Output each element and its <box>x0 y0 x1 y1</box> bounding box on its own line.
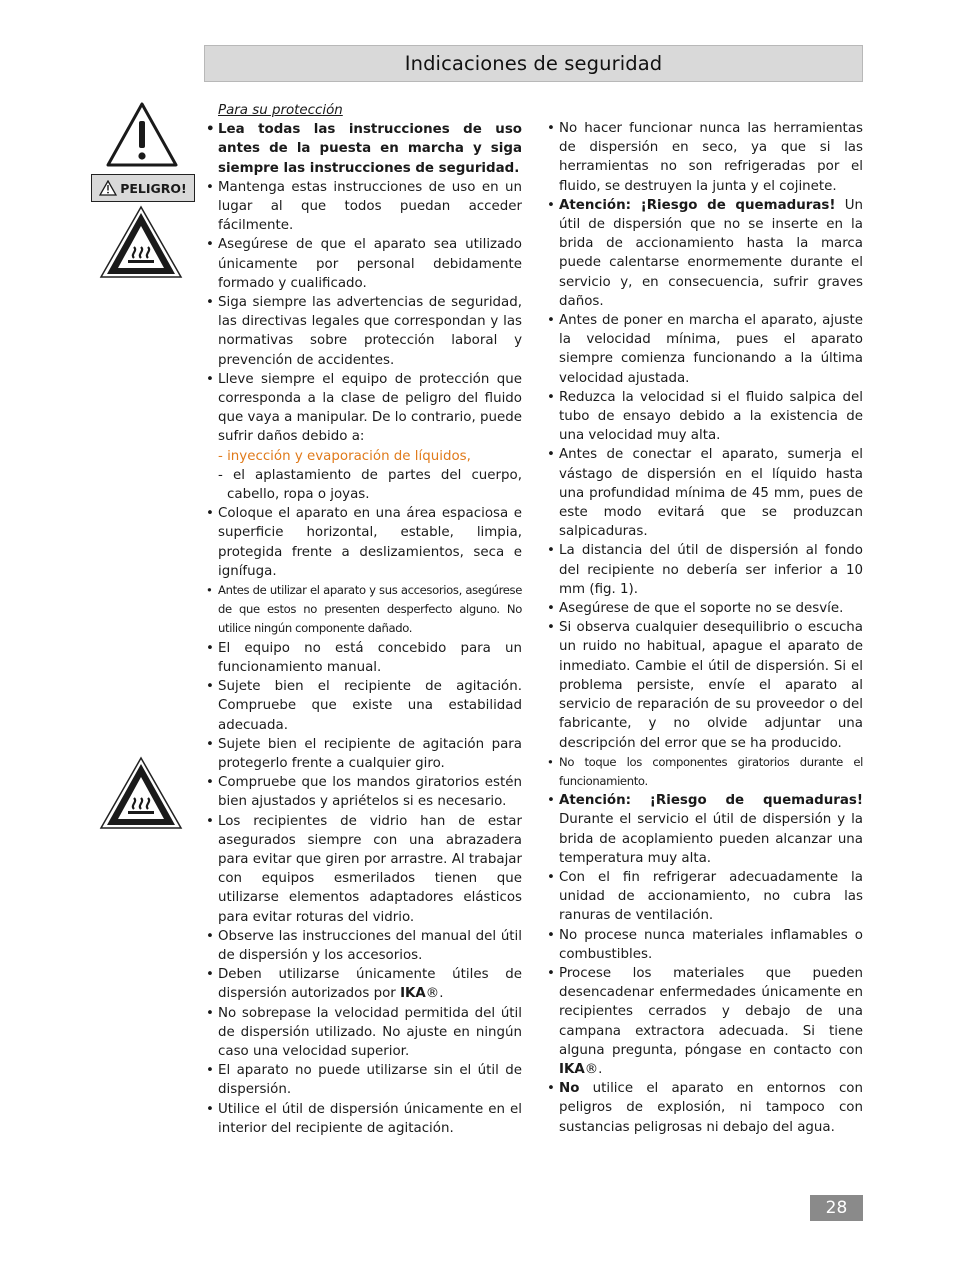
burn-warning: Atención: ¡Riesgo de quemaduras! <box>559 197 836 213</box>
emphasis-no: No <box>559 1081 580 1097</box>
list-item: • Con el fin refrigerar adecuadamente la unidad de accionamiento, no cubra las ranuras de ventilación. <box>545 868 863 926</box>
list-item: • El equipo no está concebido para un funcionamiento manual. <box>204 639 522 677</box>
list-item-text: Procese los materiales que pueden desencadenar enfermedades únicamente en recipientes cerrados y debajo de una campana extractora adecuada. Si tiene alguna pregunta, póngase en contacto con <box>559 965 863 1058</box>
list-item <box>545 964 863 1079</box>
list-item: • Antes de conectar el aparato, sumerja el vástago de dispersión en el líquido hasta una profundidad mínima de 45 mm, pues de este modo evitará que se produzcan salpicaduras. <box>545 445 863 541</box>
list-item: • No hacer funcionar nunca las herramientas de dispersión en seco, ya que si las herramientas no son refrigeradas por el fluido, se destruyen la junta y el cojinete. <box>545 119 863 196</box>
brand-name: IKA <box>400 986 426 1002</box>
list-item: • Mantenga estas instrucciones de uso en un lugar al que todos puedan acceder fácilmente. <box>204 178 522 236</box>
page-title: Indicaciones de seguridad <box>404 52 663 75</box>
list-item <box>545 1079 863 1137</box>
list-item: • Reduzca la velocidad si el fluido salpica del tubo de ensayo debido a la existencia de una velocidad muy alta. <box>545 388 863 446</box>
list-item: • La distancia del útil de dispersión al fondo del recipiente no debería ser inferior a 10 mm (fig. 1). <box>545 541 863 599</box>
list-item: • Antes de utilizar el aparato y sus accesorios, asegúrese de que estos no presenten desperfecto alguno. No utilice ningún componente dañado. <box>204 581 522 639</box>
list-item: • No procese nunca materiales inflamables o combustibles. <box>545 926 863 964</box>
list-item: • Asegúrese de que el aparato sea utilizado únicamente por personal debidamente formado y cualificado. <box>204 235 522 293</box>
list-item: • No sobrepase la velocidad permitida del útil de dispersión utilizado. No ajuste en ningún caso una velocidad superior. <box>204 1004 522 1062</box>
hot-surface-icon <box>99 756 183 830</box>
list-item <box>204 965 522 1003</box>
list-item: • Utilice el útil de dispersión únicamente en el interior del recipiente de agitación. <box>204 1100 522 1138</box>
list-item: • Compruebe que los mandos giratorios estén bien ajustados y apriételos si es necesario. <box>204 773 522 811</box>
list-item-text: utilice el aparato en entornos con peligros de explosión, ni tampoco con sustancias peligrosas ni debajo del agua. <box>559 1081 863 1135</box>
list-item: • No toque los componentes giratorios durante el funcionamiento. <box>545 753 863 791</box>
list-item: • Si observa cualquier desequilibrio o escucha un ruido no habitual, apague el aparato de inmediato. Cambie el útil de dispersión. Si el problema persiste, envíe el aparato al servicio de reparación de su proveedor o del fabricante, y no olvide adjuntar una descripción del error que se ha producido. <box>545 618 863 752</box>
list-item: • Observe las instrucciones del manual del útil de dispersión y los accesorios. <box>204 927 522 965</box>
list-item <box>204 370 522 504</box>
safety-list-left <box>204 120 522 1138</box>
list-item <box>545 196 863 311</box>
hot-surface-icon <box>99 205 183 279</box>
list-item: • Sujete bien el recipiente de agitación para protegerlo frente a cualquier giro. <box>204 735 522 773</box>
danger-label-text: PELIGRO! <box>120 180 187 196</box>
list-item: • Coloque el aparato en una área espaciosa e superficie horizontal, estable, limpia, protegida frente a deslizamientos, seca e ignífuga. <box>204 504 522 581</box>
list-item: • Antes de poner en marcha el aparato, ajuste la velocidad mínima, pues el aparato siempre comienza funcionando a la última velocidad ajustada. <box>545 311 863 388</box>
left-column <box>204 100 522 1138</box>
registered-mark: ®. <box>425 986 444 1002</box>
list-item: • Sujete bien el recipiente de agitación. Compruebe que existe una estabilidad adecuada. <box>204 677 522 735</box>
list-item: • Los recipientes de vidrio han de estar asegurados siempre con una abrazadera para evitar que giren por arrastre. Al trabajar con equipos esmerilados tienen que utilizarse elementos adaptadores elásticos para evitar roturas del vidrio. <box>204 812 522 927</box>
sub-item <box>218 447 522 466</box>
list-item: • Asegúrese de que el soporte no se desvíe. <box>545 599 863 618</box>
list-item: • El aparato no puede utilizarse sin el útil de dispersión. <box>204 1061 522 1099</box>
brand-name: IKA <box>559 1061 585 1077</box>
danger-label <box>91 174 195 202</box>
list-item-text: Deben utilizarse únicamente útiles de dispersión autorizados por <box>218 967 522 1002</box>
page-number: 28 <box>810 1195 863 1221</box>
list-item: • Siga siempre las advertencias de seguridad, las directivas legales que correspondan y las normativas sobre protección laboral y prevención de accidentes. <box>204 293 522 370</box>
list-item <box>545 791 863 868</box>
list-item-text: Lleve siempre el equipo de protección que corresponda a la clase de peligro del fluido que vaya a manipular. De lo contrario, puede sufrir daños debido a: <box>218 371 522 445</box>
list-item-text: Durante el servicio el útil de dispersión y la brida de acoplamiento pueden alcanzar una temperatura muy alta. <box>559 812 863 866</box>
warning-triangle-icon <box>99 180 117 196</box>
list-item: • Lea todas las instrucciones de uso antes de la puesta en marcha y siga siempre las instrucciones de seguridad. <box>204 120 522 178</box>
section-subtitle: Para su protección <box>218 103 343 118</box>
general-warning-icon <box>106 101 178 167</box>
sub-item-text: - inyección y evaporación de líquidos, <box>218 448 471 464</box>
list-item-text: Un útil de dispersión que no se inserte en la brida de accionamiento hasta la marca puede calentarse enormemente durante el servicio y, en consecuencia, sufrir graves daños. <box>559 197 863 309</box>
registered-mark: ®. <box>584 1061 603 1077</box>
right-column <box>545 119 863 1137</box>
sub-item: - el aplastamiento de partes del cuerpo, cabello, ropa o joyas. <box>218 467 522 503</box>
safety-list-right <box>545 119 863 1137</box>
page-header <box>204 45 863 82</box>
burn-warning: Atención: ¡Riesgo de quemaduras! <box>559 793 863 809</box>
